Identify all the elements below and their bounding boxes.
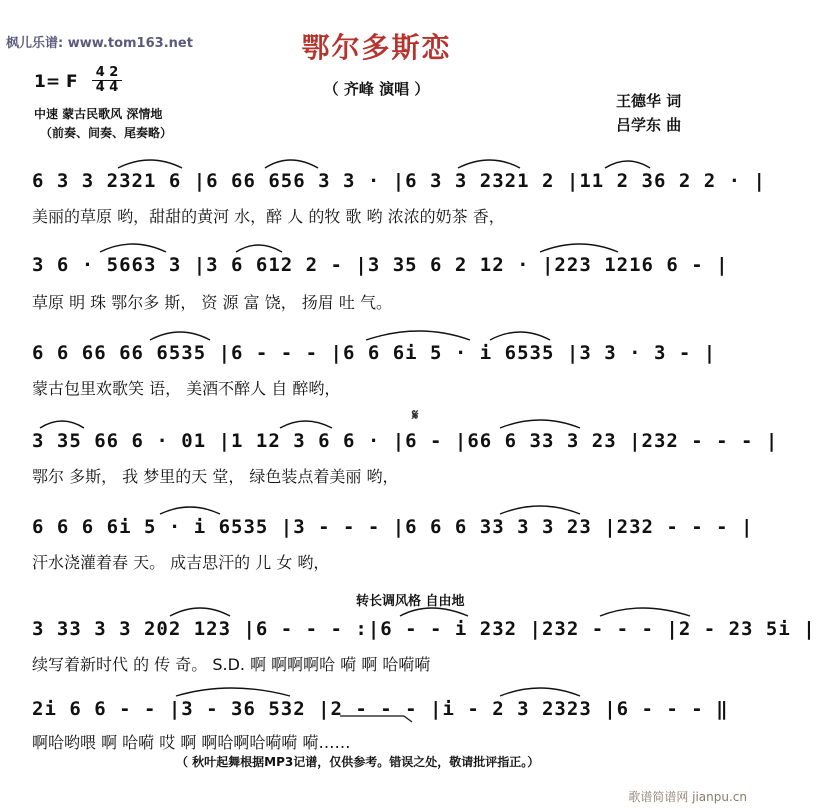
lyrics-line-4: 鄂尔 多斯， 我 梦里的天 堂， 绿色装点着美丽 哟，: [32, 467, 399, 486]
notation-line-4: 3 35 66 6 · 01 |1 12 3 6 6 · |6 - |66 6 33 3 23 |232 - - - |: [32, 430, 779, 452]
section-note: 转长调风格 自由地: [356, 594, 465, 609]
watermark-text: 枫儿乐谱: www.tom163.net: [6, 36, 193, 51]
slur: [605, 161, 650, 168]
lyrics-line-7: 啊哈哟喂 啊 哈嗬 哎 啊 啊哈啊哈嗬嗬 嗬……: [32, 733, 351, 752]
notation-line-6: 3 33 3 3 202 123 |6 - - - :|6 - - i 232 |232 - - - |2 - 23 5i |: [32, 618, 816, 640]
slur: [150, 332, 210, 340]
lyrics-line-3: 蒙古包里欢歌笑 语， 美酒不醉人 自 醉哟，: [32, 379, 341, 398]
notation-line-7: 2i 6 6 - - |3 - 36 532 |2 - - - |i - 2 3 2323 |6 - - - ‖: [32, 698, 729, 720]
glissando-tail: [404, 716, 412, 722]
slur: [176, 688, 290, 696]
slur: [600, 608, 690, 616]
tempo-marking: 中速 蒙古民歌风 深情地: [34, 107, 163, 121]
slur: [400, 608, 468, 616]
slur: [118, 160, 182, 168]
slur: [160, 507, 220, 514]
composer-credit: 吕学东 曲: [616, 116, 682, 134]
lyrics-line-5: 汗水浇灌着春 天。 成吉思汗的 儿 女 哟，: [32, 553, 330, 572]
slur: [236, 245, 282, 252]
slur: [280, 421, 332, 428]
segno-sign: 𝄋: [412, 406, 419, 424]
lyrics-line-2: 草原 明 珠 鄂尔多 斯， 资 源 富 饶， 扬眉 吐 气。: [32, 293, 392, 312]
slur: [40, 421, 84, 428]
notation-line-5: 6 6 6 6i 5 · i 6535 |3 - - - |6 6 6 33 3 3 23 |232 - - - |: [32, 516, 754, 538]
notation-line-1: 6 3 3 2321 6 |6 66 656 3 3 · |6 3 3 2321 2 |11 2 36 2 2 · |: [32, 170, 766, 192]
slur: [366, 331, 470, 340]
key-signature: 1= F: [34, 72, 78, 92]
notation-line-3: 6 6 66 66 6535 |6 - - - |6 6 6i 5 · i 6535 |3 3 · 3 - |: [32, 342, 717, 364]
slur: [458, 160, 520, 168]
lyricist-credit: 王德华 词: [616, 92, 682, 110]
slur: [540, 244, 618, 252]
slur: [500, 506, 580, 514]
slur: [265, 160, 318, 168]
slur: [100, 244, 166, 252]
page-title: 鄂尔多斯恋: [301, 31, 452, 64]
singer-credit: （ 齐峰 演唱 ）: [323, 80, 430, 98]
slur: [170, 608, 230, 616]
lyrics-line-6: 续写着新时代 的 传 奇。 S.D. 啊 啊啊啊哈 嗬 啊 哈嗬嗬: [32, 655, 431, 674]
site-watermark: 歌谱简谱网 jianpu.cn: [628, 790, 747, 804]
intro-note: （前奏、间奏、尾奏略）: [40, 126, 173, 140]
meter-denominators: 4 4: [95, 80, 119, 95]
meter-numerators: 4 2: [95, 65, 119, 80]
notation-line-2: 3 6 · 5663 3 |3 6 612 2 - |3 35 6 2 12 · |223 1216 6 - |: [32, 254, 729, 276]
slur: [490, 332, 550, 340]
footer-note: （ 秋叶起舞根据MP3记谱，仅供参考。错误之处，敬请批评指正。）: [176, 755, 540, 769]
slur: [500, 420, 580, 428]
lyrics-line-1: 美丽的草原 哟，甜甜的黄河 水，醉 人 的牧 歌 哟 浓浓的奶茶 香，: [32, 207, 505, 226]
slur: [500, 688, 580, 696]
